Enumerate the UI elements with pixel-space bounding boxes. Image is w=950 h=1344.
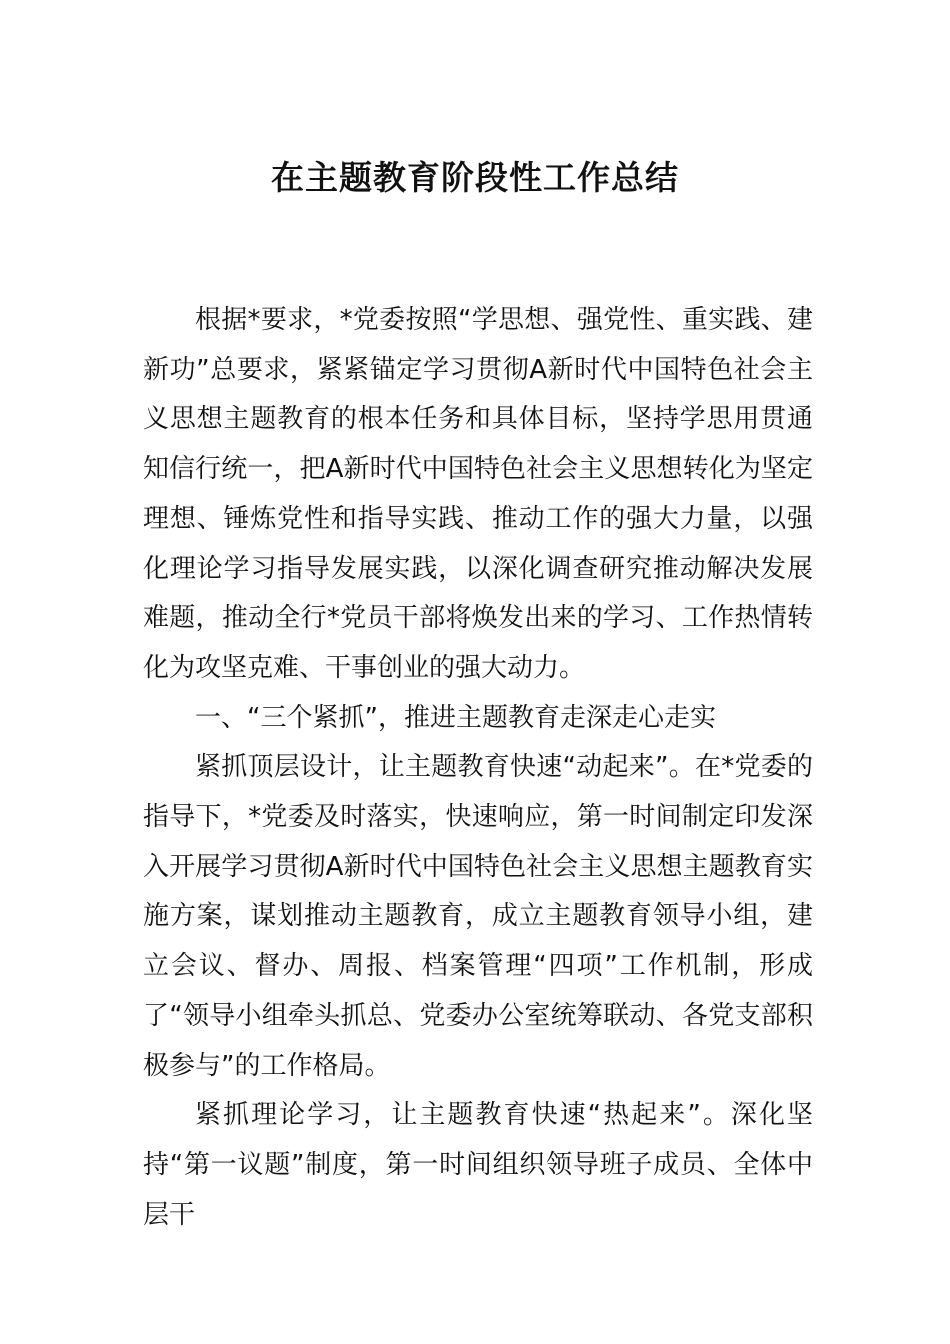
- section-heading: 一、“三个紧抓”，推进主题教育走深走心走实: [195, 702, 716, 733]
- document-title: 在主题教育阶段性工作总结: [271, 158, 679, 197]
- document-body: [143, 296, 813, 1240]
- paragraph-intro: 根据*要求，*党委按照“学思想、强党性、重实践、建新功”总要求，紧紧锚定学习贯彻A新时代中国特色社会主义思想主题教育的根本任务和具体目标，坚持学思用贯通知信行统一，把A新时代中国特色社会主义思想转化为坚定理想、锤炼党性和指导实践、推动工作的强大力量，以强化理论学习指导发展实践，以深化调查研究推动解决发展难题，推动全行*党员干部将焕发出来的学习、工作热情转化为攻坚克难、干事创业的强大动力。: [143, 305, 813, 683]
- paragraph-theory-study: 紧抓理论学习，让主题教育快速“热起来”。深化坚持“第一议题”制度，第一时间组织领导班子成员、全体中层干: [143, 1100, 813, 1230]
- paragraph-top-level-design: 紧抓顶层设计，让主题教育快速“动起来”。在*党委的指导下，*党委及时落实，快速响应，第一时间制定印发深入开展学习贯彻A新时代中国特色社会主义思想主题教育实施方案，谋划推动主题教育，成立主题教育领导小组，建立会议、督办、周报、档案管理“四项”工作机制，形成了“领导小组牵头抓总、党委办公室统筹联动、各党支部积极参与”的工作格局。: [143, 752, 813, 1081]
